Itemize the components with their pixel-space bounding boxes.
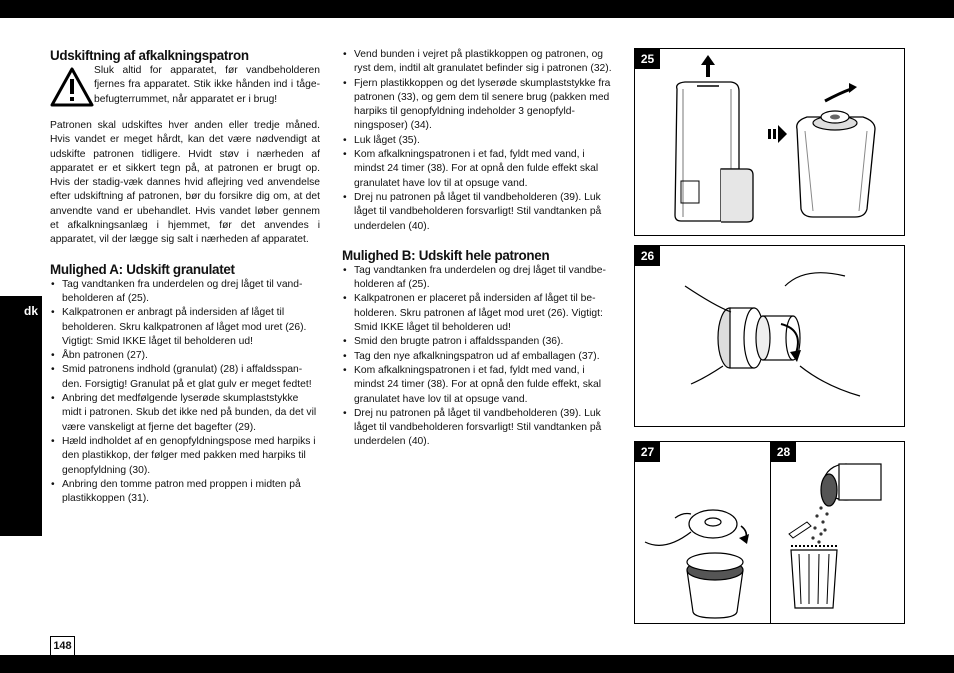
list-item: • Vend bunden i vejret på plastikkoppen og patronen, og ryst dem, indtil alt granulatet befinder sig i patronen (32). [342, 48, 612, 77]
warning-block [50, 64, 320, 107]
language-tab [0, 296, 42, 536]
figure-26 [634, 245, 905, 427]
list-item: • Åbn patronen (27). [50, 349, 320, 363]
option-a-list [50, 278, 320, 507]
list-item: • Kom afkalkningspatronen i et fad, fyldt med vand, i mindst 24 timer (38). For at opnå den fulde effekt, skal granulatet have lov til at opsuge vand. [342, 364, 612, 407]
warning-icon [50, 67, 94, 107]
page-number: 148 [50, 636, 75, 655]
figure-number: 25 [635, 49, 660, 69]
column-middle [342, 48, 612, 450]
figure-28-illustration [771, 442, 906, 625]
bottom-bar [0, 655, 954, 673]
intro-paragraph: Patronen skal udskiftes hver anden eller tredje måned. Hvis vandet er meget hårdt, kan det være nødvendigt at udskifte patronen tidligere. Hvidt støv i nærheden af apparatet er et sikkert tegn på, at patronen er brugt op. Hvis der stadig-væk dannes hvid aflejring ved anvendelse efter udskiftning af patronen, bør du forsikre dig om, at det anvendte vand er ubehandlet. Hvis vandet løber gennem et afkalkningsanlæg i hjemmet, før det anvendes i apparatet, vil der lægge sig salt i nærheden af apparatet. [50, 120, 320, 246]
figure-26-illustration [635, 246, 906, 428]
figure-number: 26 [635, 246, 660, 266]
list-item: • Tag vandtanken fra underdelen og drej låget til vand-beholderen af (25). [50, 278, 320, 307]
list-item: • Tag den nye afkalkningspatron ud af emballagen (37). [342, 350, 612, 364]
list-item: • Hæld indholdet af en genopfyldningspose med harpiks i den plastikkop, der følger med pakken med harpiks til genopfyldning (30). [50, 435, 320, 478]
figure-27-illustration [635, 442, 772, 625]
list-item: • Luk låget (35). [342, 134, 612, 148]
figure-28 [770, 441, 905, 624]
option-b-title: Mulighed B: Udskift hele patronen [342, 247, 550, 263]
list-item: • Drej nu patronen på låget til vandbeholderen (39). Luk låget til vandbeholderen forsvarligt! Stil vandtanken på underdelen (40). [342, 191, 612, 234]
column-left [50, 48, 320, 506]
figure-27 [634, 441, 771, 624]
list-item: • Anbring den tomme patron med proppen i midten på plastikkoppen (31). [50, 478, 320, 507]
language-tab-label: dk [24, 304, 39, 318]
list-item: • Smid patronens indhold (granulat) (28) i affaldsspan-den. Forsigtig! Granulat på et glat gulv er meget fedtet! [50, 363, 320, 392]
list-item: • Fjern plastikkoppen og det lyserøde skumplaststykke fra patronen (33), og gem dem til senere brug (pakken med harpiks til genopfyldning indeholder 3 genopfyld-ningsposer) (34). [342, 77, 612, 134]
warning-text: Sluk altid for apparatet, før vandbeholderen fjernes fra apparatet. Stik ikke hånden ind i tåge-befugterrummet, når apparatet er i brug! [94, 65, 320, 105]
top-bar [0, 0, 954, 18]
option-a-list-continued [342, 48, 612, 234]
figure-number: 28 [771, 442, 796, 462]
option-a-title: Mulighed A: Udskift granulatet [50, 261, 235, 277]
list-item: • Kalkpatronen er placeret på indersiden af låget til be-holderen. Skru patronen af låget mod uret (26). Vigtigt: Smid IKKE låget til beholderen ud! [342, 292, 612, 335]
list-item: • Tag vandtanken fra underdelen og drej låget til vandbe-holderen af (25). [342, 264, 612, 293]
figure-25-illustration [635, 49, 906, 237]
list-item: • Kalkpatronen er anbragt på indersiden af låget til beholderen. Skru kalkpatronen af låget mod uret (26). Vigtigt: Smid IKKE låget til beholderen ud! [50, 306, 320, 349]
list-item: • Anbring det medfølgende lyserøde skumplaststykke midt i patronen. Skub det ikke ned på bunden, da det vil være vanskeligt at fjerne det bagefter (29). [50, 392, 320, 435]
section-title: Udskiftning af afkalkningspatron [50, 48, 249, 63]
list-item: • Smid den brugte patron i affaldsspanden (36). [342, 335, 612, 349]
option-b-list [342, 264, 612, 450]
figure-25 [634, 48, 905, 236]
list-item: • Drej nu patronen på låget til vandbeholderen (39). Luk låget til vandbeholderen forsvarligt! Stil vandtanken på underdelen (40). [342, 407, 612, 450]
list-item: • Kom afkalkningspatronen i et fad, fyldt med vand, i mindst 24 timer (38). For at opnå den fulde effekt skal granulatet have lov til at opsuge vand. [342, 148, 612, 191]
figure-number: 27 [635, 442, 660, 462]
